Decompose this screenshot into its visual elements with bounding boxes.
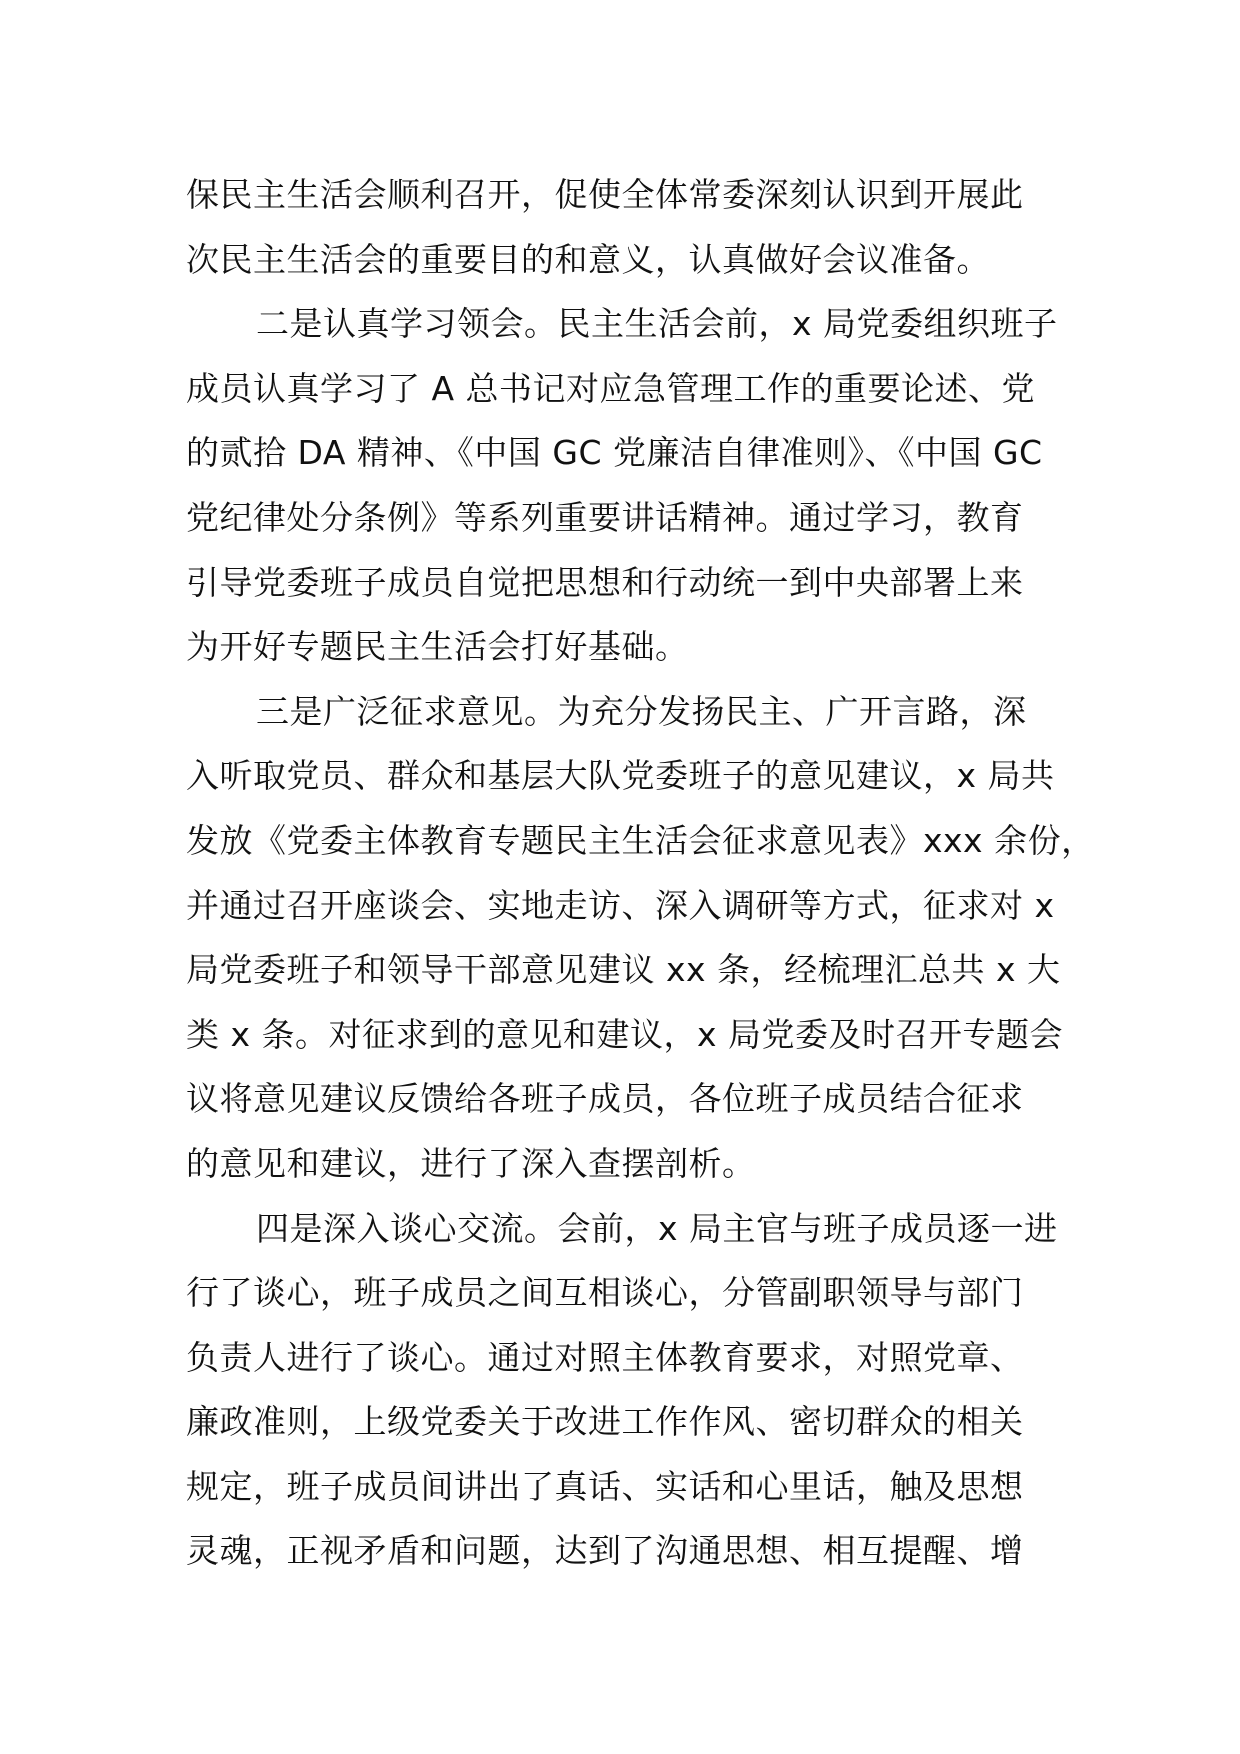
text-line: 灵魂，正视矛盾和问题，达到了沟通思想、相互提醒、增: [186, 1531, 1024, 1571]
text-line: 局党委班子和领导干部意见建议 xx 条，经梳理汇总共 x 大: [186, 950, 1061, 990]
text-line: 的意见和建议，进行了深入查摆剖析。: [186, 1143, 756, 1183]
text-line: 成员认真学习了 A 总书记对应急管理工作的重要论述、党: [186, 368, 1036, 408]
text-line: 入听取党员、群众和基层大队党委班子的意见建议，x 局共: [186, 756, 1055, 796]
text-line: 并通过召开座谈会、实地走访、深入调研等方式，征求对 x: [186, 885, 1055, 925]
text-line: 行了谈心，班子成员之间互相谈心，分管副职领导与部门: [186, 1273, 1024, 1313]
text-line: 引导党委班子成员自觉把思想和行动统一到中央部署上来: [186, 562, 1024, 602]
text-line: 负责人进行了谈心。通过对照主体教育要求，对照党章、: [186, 1337, 1024, 1377]
text-line: 为开好专题民主生活会打好基础。: [186, 627, 689, 667]
text-line: 发放《党委主体教育专题民主生活会征求意见表》xxx 余份，: [186, 820, 1095, 860]
text-line: 规定，班子成员间讲出了真话、实话和心里话，触及思想: [186, 1466, 1024, 1506]
text-line: 保民主生活会顺利召开，促使全体常委深刻认识到开展此: [186, 175, 1024, 214]
paragraph-start-line: 三是广泛征求意见。为充分发扬民主、广开言路，深: [256, 691, 1027, 731]
document-body: [186, 163, 1095, 1584]
text-line: 议将意见建议反馈给各班子成员，各位班子成员结合征求: [186, 1079, 1024, 1119]
text-line: 党纪律处分条例》等系列重要讲话精神。通过学习，教育: [186, 497, 1024, 537]
text-line: 类 x 条。对征求到的意见和建议，x 局党委及时召开专题会: [186, 1014, 1064, 1054]
text-line: 廉政准则，上级党委关于改进工作作风、密切群众的相关: [186, 1402, 1024, 1442]
text-line: 的贰拾 DA 精神、《中国 GC 党廉洁自律准则》、《中国 GC: [186, 433, 1043, 473]
paragraph-start-line: 四是深入谈心交流。会前，x 局主官与班子成员逐一进: [256, 1208, 1058, 1248]
text-line: 次民主生活会的重要目的和意义，认真做好会议准备。: [186, 239, 990, 279]
paragraph-start-line: 二是认真学习领会。民主生活会前，x 局党委组织班子: [256, 304, 1058, 344]
